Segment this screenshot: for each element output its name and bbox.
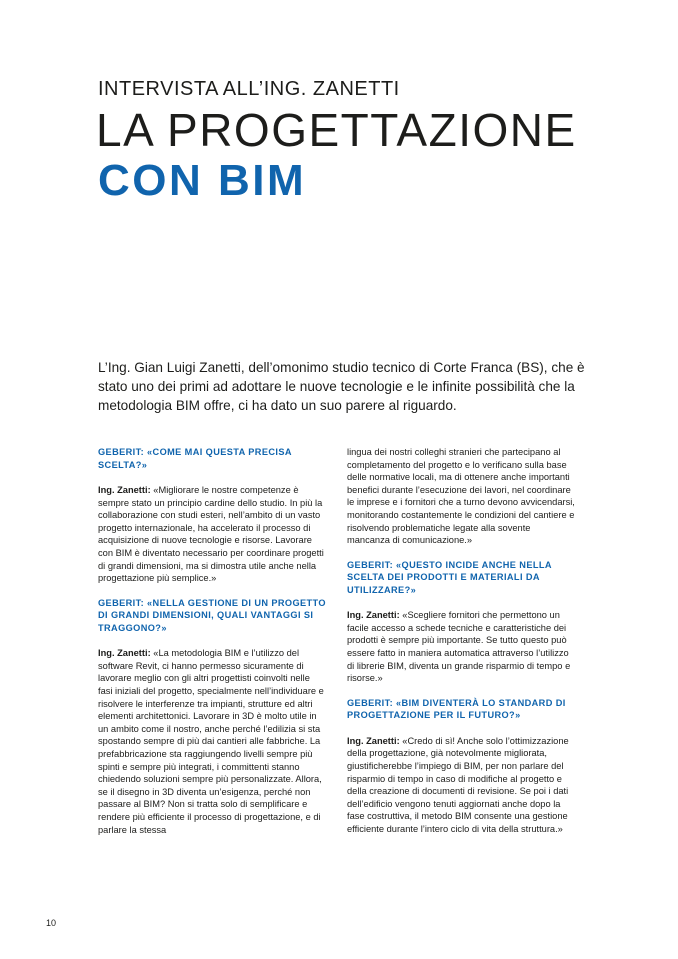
question-2: GEBERIT: «NELLA GESTIONE DI UN PROGETTO DI GRANDI DIMENSIONI, QUALI VANTAGGI SI TRAGGONO?» [98,597,326,633]
speaker-label: Ing. Zanetti: [347,610,400,621]
answer-2-text: «La metodologia BIM e l’utilizzo del software Revit, ci hanno permesso sicuramente di lavorare meglio con gli altri progettisti coinvolti nelle fasi iniziali del progetto, specialmente nell’individuare e risolvere le interferenze tra impianti, strutture ed altri elementi architettonici. Lavorare in 3D è molto utile in un ambito come il nostro, anche perché l’edilizia si sta spostando sempre di più dai cantieri alle fabbriche. La prefabbricazione sta raggiungendo livelli sempre più spinti e sempre più integrati, i committenti stanno chiedendo soluzioni sempre più personalizzate. Allora, se il disegno in 3D diventa un’esigenza, perché non passare al BIM? Non si tratta solo di semplificare e rendere più efficiente il processo di progettazione, e di parlare la stessa [98,648,324,835]
answer-1 [98,484,326,585]
answer-1-text: «Migliorare le nostre competenze è sempre stato un principio cardine dello studio. In più la collaborazione con studi esteri, nell’ambito di un vasto progetto internazionale, ha accelerato il processo di acquisizione di nuove tecnologie e risorse. Lavorare con BIM è diventato necessario per coordinare progetti di grandi dimensioni, ma si dimostra utile anche nella progettazione più semplice.» [98,485,324,584]
answer-3 [347,609,575,685]
question-3: GEBERIT: «QUESTO INCIDE ANCHE NELLA SCELTA DEI PRODOTTI E MATERIALI DA UTILIZZARE?» [347,559,552,595]
answer-2-continued: lingua dei nostri colleghi stranieri che partecipano al completamento del progetto e lo verificano sulla base delle normative locali, ma di ottenere anche importanti benefici durante l’esecuzione dei lavori, nel coordinare le imprese e i fornitori che a turno devono avvicendarsi, monitorando costantemente le condizioni del cantiere e risolvendo problematiche legate alla sovente mancanza di comunicazione.» [347,447,575,546]
speaker-label: Ing. Zanetti: [98,648,151,659]
question-1: GEBERIT: «COME MAI QUESTA PRECISA SCELTA?» [98,447,292,470]
answer-4-text: «Credo di sì! Anche solo l’ottimizzazione della progettazione, già notevolmente migliorata, giustificherebbe l’impiego di BIM, per non parlare del risparmio di tempo in caso di modifiche al progetto e della creazione di documenti di revisione. Se poi i dati dell’edificio vengono tenuti aggiornati anche dopo la fase costruttiva, il metodo BIM consente una gestione efficiente durante l’intero ciclo di vita della struttura.» [347,735,569,834]
title-line-2: CON BIM [98,156,307,205]
page-number: 10 [46,918,57,928]
answer-4 [347,735,575,836]
speaker-label: Ing. Zanetti: [98,485,151,495]
intro-paragraph: L’Ing. Gian Luigi Zanetti, dell’omonimo studio tecnico di Corte Franca (BS), che è stato uno dei primi ad adottare le nuove tecnologie e le infinite possibilità che la metodologia BIM offre, ci ha dato un suo parere al riguardo. [98,360,585,413]
answer-3-text: «Scegliere fornitori che permettono un facile accesso a schede tecniche e caratteristiche dei prodotti è sempre più importante. Se tutto questo può essere fatto in maniera automatica attraverso l’utilizzo di librerie BIM, diventa un grande risparmio di tempo e risorse.» [347,610,571,684]
answer-2 [98,647,326,836]
title-line-1: LA PROGETTAZIONE [96,104,577,156]
question-4: GEBERIT: «BIM DIVENTERÀ LO STANDARD DI PROGETTAZIONE PER IL FUTURO?» [347,697,566,721]
left-column [98,446,326,848]
speaker-label: Ing. Zanetti: [347,735,400,746]
article-kicker: INTERVISTA ALL’ING. ZANETTI [98,78,400,100]
right-column [347,446,575,848]
